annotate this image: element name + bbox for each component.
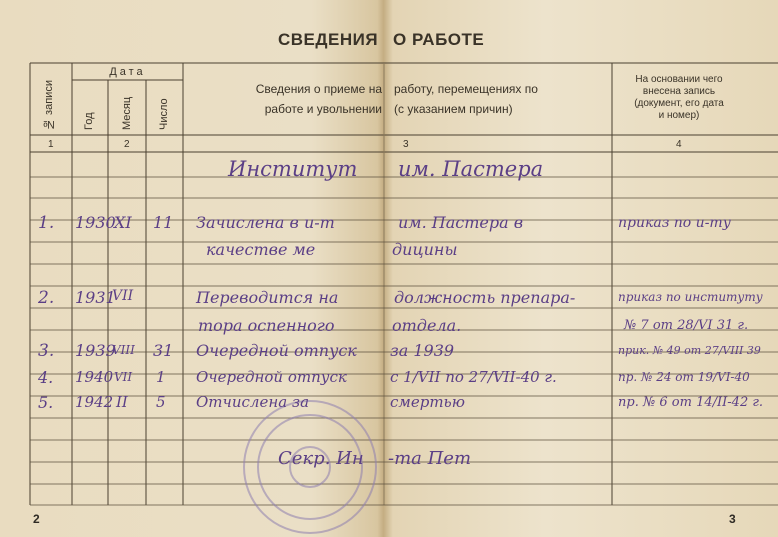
header-info-left-2: работе и увольнении [264, 102, 382, 116]
heading-entry-right: им. Пастера [398, 157, 544, 181]
column-number: 4 [676, 139, 682, 150]
header-date: Дата [109, 66, 146, 78]
entry-year: 1939 [75, 341, 116, 360]
entry-number: 4. [38, 368, 54, 387]
entry-month: VII [112, 288, 134, 304]
entry-text: дицины [392, 240, 458, 259]
entry-number: 3. [38, 341, 55, 361]
entry-basis: приказ по институту [618, 290, 763, 304]
page-number-right: 3 [729, 512, 736, 526]
entry-text: Зачислена в и-т [196, 213, 335, 232]
header-basis-2: внесена запись [642, 86, 716, 97]
header-record-no: № записи [43, 80, 55, 130]
entry-text: качестве ме [206, 240, 316, 259]
entry-text: должность препара- [394, 288, 576, 307]
entry-year: 1930 [75, 213, 116, 232]
page-title-left: СВЕДЕНИЯ [278, 30, 379, 49]
entry-month: XI [114, 213, 132, 232]
header-basis-1: На основании чего [635, 74, 723, 85]
entry-year: 1940 [75, 368, 114, 386]
header-basis-3: (документ, его дата [634, 98, 724, 109]
entry-year: 1942 [75, 393, 114, 411]
header-info-right-2: (с указанием причин) [394, 102, 513, 116]
column-number: 1 [48, 139, 54, 150]
signature-left: Секр. Ин [278, 448, 364, 469]
entry-number: 5. [38, 393, 54, 412]
entry-month: VII [114, 370, 133, 384]
entry-basis: № 7 от 28/VI 31 г. [624, 318, 749, 333]
entry-text: тора оспенного [198, 316, 335, 335]
entry-text: им. Пастера в [398, 213, 524, 232]
heading-entry-left: Институт [228, 157, 358, 181]
entry-text: за 1939 [390, 341, 455, 360]
page-title-right: О РАБОТЕ [393, 30, 485, 49]
header-basis-4: и номер) [658, 110, 700, 121]
page-number-left: 2 [33, 512, 40, 526]
entry-basis: прик. № 49 от 27/VIII 39 [618, 344, 761, 357]
column-number: 3 [403, 139, 409, 150]
entry-day: 31 [153, 341, 174, 360]
entry-number: 1. [38, 213, 55, 233]
entry-text: Переводится на [196, 288, 339, 307]
header-day: Число [158, 98, 170, 130]
entry-month: VIII [112, 343, 135, 357]
signature-right: -та Пет [388, 448, 472, 469]
entry-text: Очередной отпуск [196, 368, 347, 386]
entry-basis: приказ по и-ту [618, 215, 731, 231]
entry-day: 1 [156, 368, 166, 386]
header-month: Месяц [121, 96, 133, 130]
entry-month: II [116, 393, 128, 411]
header-info-left-1: Сведения о приеме на [255, 82, 382, 96]
entry-year: 1931 [75, 288, 116, 307]
entry-number: 2. [38, 288, 55, 308]
entry-day: 5 [156, 393, 166, 411]
column-number: 2 [124, 139, 130, 150]
header-year: Год [83, 112, 95, 130]
header-info-right-1: работу, перемещениях по [394, 82, 538, 96]
entry-text: с 1/VII по 27/VII-40 г. [390, 368, 557, 386]
entry-text: отдела. [392, 316, 462, 335]
entry-text: Отчислена за [196, 393, 310, 411]
entry-day: 11 [153, 213, 174, 232]
entry-text: Очередной отпуск [196, 341, 357, 360]
entry-text: смертью [390, 393, 465, 411]
entry-basis: пр. № 24 от 19/VI-40 [618, 370, 750, 384]
entry-basis: пр. № 6 от 14/II-42 г. [618, 395, 764, 410]
